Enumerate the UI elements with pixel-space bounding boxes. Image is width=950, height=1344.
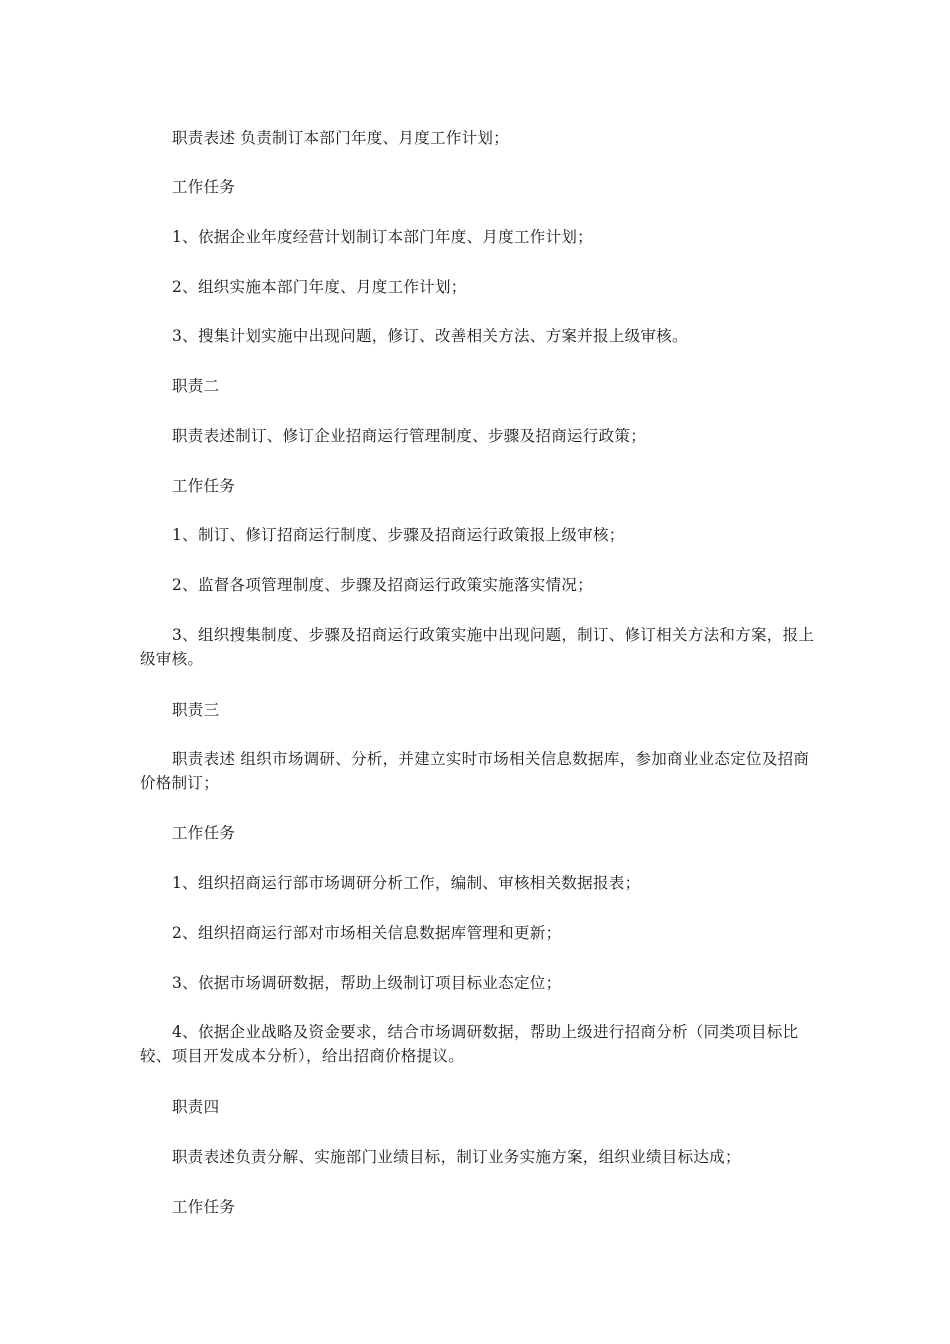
task-item: 2、监督各项管理制度、步骤及招商运行政策实施落实情况； (172, 576, 593, 594)
task-heading: 工作任务 (172, 1198, 236, 1216)
task-item: 2、组织实施本部门年度、月度工作计划； (172, 278, 467, 296)
task-item: 2、组织招商运行部对市场相关信息数据库管理和更新； (172, 924, 562, 942)
task-item: 1、依据企业年度经营计划制订本部门年度、月度工作计划； (172, 228, 593, 246)
task-item: 4、依据企业战略及资金要求，结合市场调研数据，帮助上级进行招商分析（同类项目标比较、项目开发成本分析），给出招商价格提议。 (140, 1023, 799, 1065)
task-heading: 工作任务 (172, 824, 236, 842)
duty-four-heading: 职责四 (172, 1098, 220, 1116)
duty-two-description: 职责表述制订、修订企业招商运行管理制度、步骤及招商运行政策； (172, 427, 647, 445)
duty-two-heading: 职责二 (172, 377, 220, 395)
duty-three-description: 职责表述 组织市场调研、分析，并建立实时市场相关信息数据库，参加商业业态定位及招商价格制订； (140, 750, 810, 792)
duty-one-description: 职责表述 负责制订本部门年度、月度工作计划； (172, 129, 510, 147)
task-item: 3、依据市场调研数据，帮助上级制订项目标业态定位； (172, 974, 562, 992)
task-heading: 工作任务 (172, 477, 236, 495)
task-item: 3、组织搜集制度、步骤及招商运行政策实施中出现问题，制订、修订相关方法和方案，报上级审核。 (140, 626, 815, 668)
task-item: 3、搜集计划实施中出现问题，修订、改善相关方法、方案并报上级审核。 (172, 327, 688, 345)
duty-four-description: 职责表述负责分解、实施部门业绩目标，制订业务实施方案，组织业绩目标达成； (172, 1148, 741, 1166)
task-item: 1、组织招商运行部市场调研分析工作，编制、审核相关数据报表； (172, 874, 641, 892)
task-item: 1、制订、修订招商运行制度、步骤及招商运行政策报上级审核； (172, 526, 625, 544)
duty-three-heading: 职责三 (172, 701, 220, 719)
task-heading: 工作任务 (172, 178, 236, 196)
